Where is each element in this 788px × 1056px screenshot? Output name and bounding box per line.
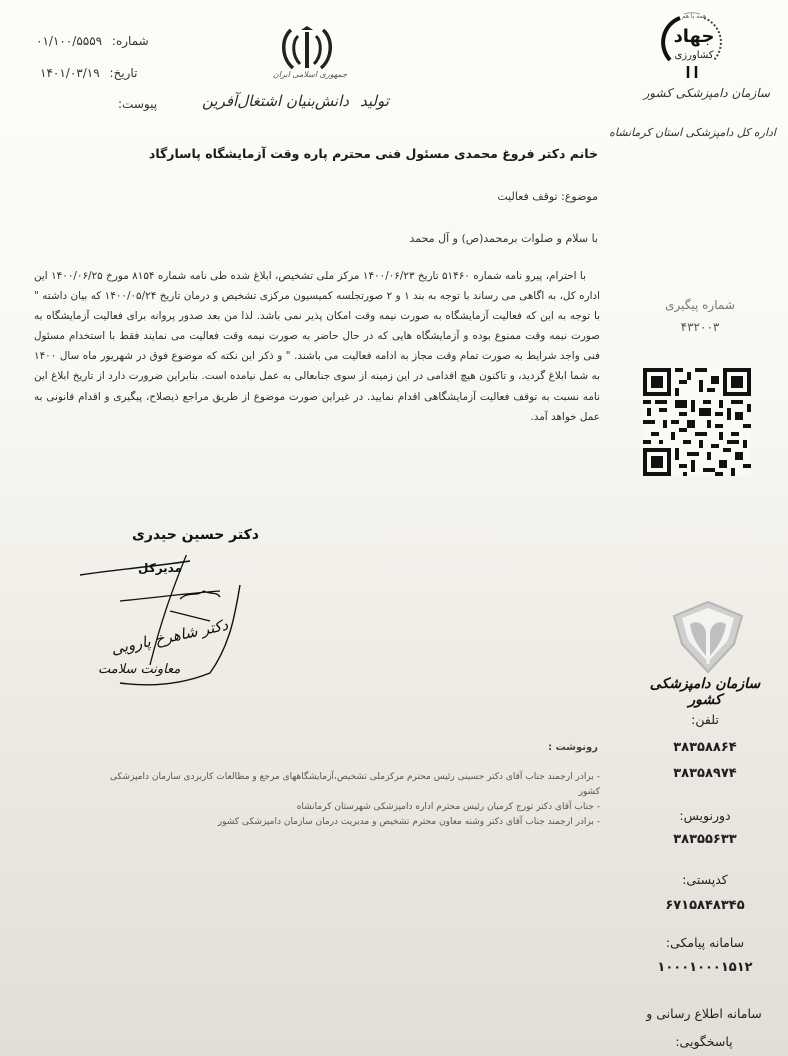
letter-number	[36, 34, 149, 48]
sms-system-number: ۱۰۰۰۱۰۰۰۱۵۱۲	[657, 960, 753, 975]
handwritten-name: دکتر شاهرخ پارویی	[109, 615, 230, 659]
iran-emblem-icon	[277, 24, 337, 74]
letter-date-label: تاریخ:	[109, 66, 138, 80]
greeting: با سلام و صلوات برمحمد(ص) و آل محمد	[409, 232, 598, 245]
slogan-word-1: تولید	[360, 92, 389, 110]
postal-code: ۶۷۱۵۸۴۸۳۴۵	[665, 898, 745, 913]
addressee: خانم دکتر فروغ محمدی مسئول فنی محترم پاره وقت آزمایشگاه پاسارگاد	[148, 146, 598, 161]
phone-number-2: ۳۸۳۵۸۹۷۴	[673, 766, 737, 781]
handwritten-title: معاونت سلامت	[98, 662, 181, 677]
cc-list	[40, 770, 600, 830]
jahad-logo-top-text: همه با هم	[681, 13, 707, 20]
letter-body	[34, 266, 600, 427]
fax-number: ۳۸۳۵۵۶۳۳	[673, 832, 737, 847]
postal-code-label: کدپستی:	[682, 872, 728, 887]
veterinary-organization-logo-icon	[668, 598, 748, 678]
letter-attachment-label: پیوست:	[118, 97, 158, 111]
veterinary-organization-logo-text: سازمان دامپزشکی کشور	[649, 676, 761, 708]
slogan-word-2: دانش‌بنیان	[286, 92, 349, 110]
slogan-word-3: اشتغال‌آفرین	[202, 92, 282, 110]
letter-body-paragraph: با احترام، پیرو نامه شماره ۵۱۴۶۰ تاریخ ۱۴۰۰/۰۶/۲۳ مرکز ملی تشخیص، ابلاغ شده طی نامه شماره ۸۱۵۴ مورخ ۱۴۰۰/۰۶/۲۵ این اداره کل، به اگاهی می رساند با توجه به بند ۱ و ۲ صورتجلسه کمیسیون مرکزی تشخیص و درمان تاریخ ۱۴۰۰/۰۵/۲۴ که بیان داشته " با توجه به این که فعالیت آزمایشگاه به صورت نیمه وقت امکان پذیر نمی باشد. لذا من بعد صدور پروانه برای فعالیت آزمایشگاه به صورت نیمه وقت ممنوع بوده و آزمایشگاه هایی که در حال حاضر به صورت نیمه وقت فعالیت می نمایند فقط با استخدام مسئول فنی واجد شرایط به صورت تمام وقت مجاز به ادامه فعالیت می باشند. " و ذکر این نکته که موضوع فوق در شهریور ماه سال ۱۴۰۰ به شما ابلاغ گردید، و تاکنون هیچ اقدامی در این زمینه از سوی جنابعالی به عمل نیامده است. بنابراین ضرورت دارد از تاریخ ابلاغ این نامه نسبت به توقف فعالیت آزمایشگاهی اقدام نمایید. در غیراین صورت موضوع از طریق مراجع ذیصلاح، پیگیری و اقدام قانونی به عمل خواهد آمد.	[34, 270, 601, 423]
jahad-logo-main-text: جهاد	[673, 26, 715, 47]
letter-date	[40, 66, 137, 80]
letter-attachment	[112, 97, 157, 111]
tracking-number: ۴۳۲۰۰۳	[680, 320, 720, 334]
signatory-name: دکتر حسین حیدری	[132, 527, 259, 543]
sms-system-label: سامانه پیامکی:	[665, 935, 745, 950]
letter-date-value: ۱۴۰۱/۰۳/۱۹	[40, 66, 100, 80]
cc-item: - جناب آقای دکتر تورج کرمیان رئیس محترم اداره دامپزشکی شهرستان کرمانشاه	[296, 802, 600, 812]
signatory-title: مدیرکل	[138, 561, 183, 575]
info-system-label: سامانه اطلاع رسانی و پاسخگویی:	[646, 1006, 762, 1049]
subject-label: موضوع:	[561, 190, 598, 203]
subject-line	[497, 190, 598, 203]
fax-label: دورنویس:	[679, 808, 731, 823]
tracking-label: شماره پیگیری	[665, 298, 735, 312]
letter-number-value: ۰۱/۱۰۰/۵۵۵۹	[36, 34, 103, 48]
phone-label: تلفن:	[691, 712, 719, 727]
organization-line-2: اداره کل دامپزشکی استان کرمانشاه	[609, 126, 776, 139]
cc-item: - برادر ارجمند جناب آقای دکتر حسینی رئیس محترم مرکزملی تشخیص،آزمایشگاههای مرجع و مطالعات کاربردی سازمان دامپزشکی	[109, 772, 600, 782]
cc-label: رونوشت :	[548, 742, 598, 753]
jahad-logo-sub-text: کشاورزی	[674, 50, 714, 61]
cc-item: - برادر ارجمند جناب آقای دکتر وشنه معاون محترم تشخیص و مدیریت درمان سازمان دامپزشکی کشور	[217, 817, 600, 827]
qr-code-icon[interactable]	[643, 368, 751, 476]
organization-line-1: سازمان دامپزشکی کشور	[643, 86, 770, 100]
phone-number-1: ۳۸۳۵۸۸۶۴	[673, 740, 737, 755]
letter-number-label: شماره:	[111, 34, 149, 48]
emblem-caption: جمهوری اسلامی ایران	[272, 70, 348, 79]
subject-value: توقف فعالیت	[497, 190, 558, 203]
cc-item: کشور	[578, 787, 600, 797]
